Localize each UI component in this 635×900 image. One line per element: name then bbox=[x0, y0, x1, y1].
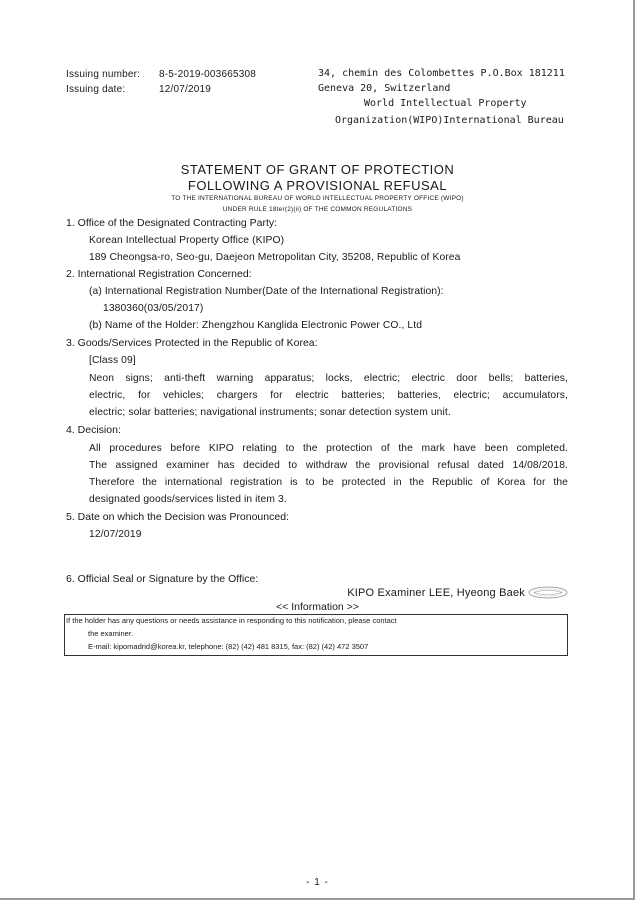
examiner-signature: KIPO Examiner LEE, Hyeong Baek bbox=[347, 587, 525, 599]
page-number: - 1 - bbox=[306, 877, 329, 888]
decision-line-2: The assigned examiner has decided to withdraw the provisional refusal dated 14/08/2018. bbox=[89, 460, 568, 471]
goods-line-3: electric; solar batteries; navigational instruments; sonar detection system unit. bbox=[89, 407, 451, 418]
holder-name: (b) Name of the Holder: Zhengzhou Kanglida Electronic Power CO., Ltd bbox=[89, 320, 423, 331]
issuing-date-value: 12/07/2019 bbox=[159, 84, 212, 95]
address-line-1: 34, chemin des Colombettes P.O.Box 181211 bbox=[318, 68, 565, 79]
address-line-2: Geneva 20, Switzerland bbox=[318, 83, 451, 94]
section-3-heading: 3. Goods/Services Protected in the Republic of Korea: bbox=[66, 337, 318, 349]
information-line-2: the examiner. bbox=[88, 629, 134, 638]
document-title-line-1: STATEMENT OF GRANT OF PROTECTION bbox=[180, 162, 455, 177]
section-6-heading: 6. Official Seal or Signature by the Office: bbox=[66, 573, 259, 585]
document-subtitle-1: TO THE INTERNATIONAL BUREAU OF WORLD INTELLECTUAL PROPERTY OFFICE (WIPO) bbox=[171, 195, 464, 202]
goods-line-1: Neon signs; anti-theft warning apparatus; locks, electric; electric door bells; batteries, bbox=[89, 373, 568, 384]
decision-line-4: designated goods/services listed in item 3. bbox=[89, 494, 287, 505]
goods-class: [Class 09] bbox=[89, 355, 136, 366]
information-line-1: If the holder has any questions or needs assistance in responding to this notification, please contact bbox=[66, 616, 397, 625]
section-4-heading: 4. Decision: bbox=[66, 424, 121, 436]
decision-date: 12/07/2019 bbox=[89, 529, 142, 540]
official-seal-stamp bbox=[528, 586, 568, 599]
section-5-heading: 5. Date on which the Decision was Pronounced: bbox=[66, 511, 289, 523]
issuing-number-value: 8-5-2019-003665308 bbox=[159, 69, 257, 80]
decision-line-1: All procedures before KIPO relating to the protection of the mark have been completed. bbox=[89, 443, 568, 454]
information-contact: E-mail: kipomadrid@korea.kr, telephone: (82) (42) 481 8315, fax: (82) (42) 472 3507 bbox=[88, 642, 369, 651]
document-subtitle-2: UNDER RULE 18ter(2)(ii) OF THE COMMON REGULATIONS bbox=[222, 206, 413, 213]
section-2-heading: 2. International Registration Concerned: bbox=[66, 268, 252, 280]
registration-number-label: (a) International Registration Number(Date of the International Registration): bbox=[89, 286, 444, 297]
issuing-number-label: Issuing number: bbox=[66, 69, 141, 80]
section-1-heading: 1. Office of the Designated Contracting Party: bbox=[66, 217, 278, 229]
registration-number-value: 1380360(03/05/2017) bbox=[103, 303, 204, 314]
information-box bbox=[64, 614, 568, 656]
issuing-date-label: Issuing date: bbox=[66, 84, 126, 95]
address-line-4: Organization(WIPO)International Bureau bbox=[335, 115, 564, 126]
office-address: 189 Cheongsa-ro, Seo-gu, Daejeon Metropolitan City, 35208, Republic of Korea bbox=[89, 252, 461, 263]
goods-line-2: electric, for vehicles; chargers for electric batteries; batteries, electric; accumulators, bbox=[89, 390, 568, 401]
address-line-3: World Intellectual Property bbox=[364, 98, 527, 109]
office-name: Korean Intellectual Property Office (KIPO) bbox=[89, 235, 285, 246]
information-heading: << Information >> bbox=[276, 601, 359, 613]
document-title-line-2: FOLLOWING A PROVISIONAL REFUSAL bbox=[187, 178, 448, 193]
decision-line-3: Therefore the international registration is to be protected in the Republic of Korea for the bbox=[89, 477, 568, 488]
